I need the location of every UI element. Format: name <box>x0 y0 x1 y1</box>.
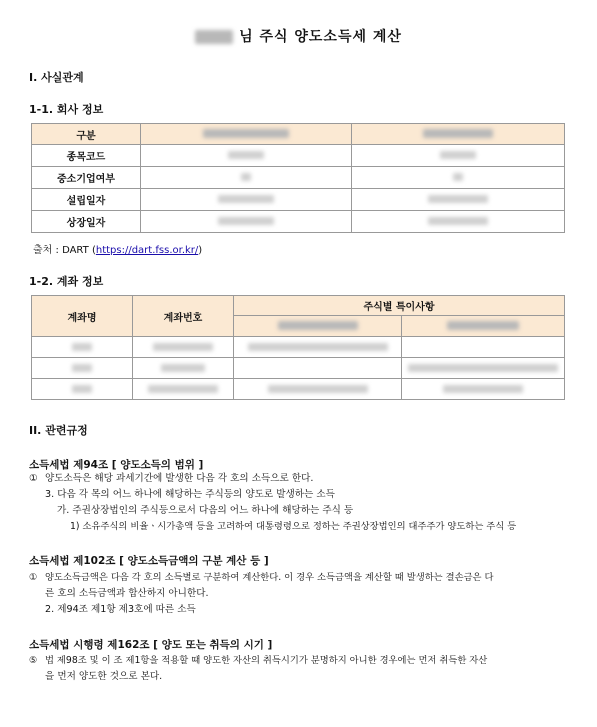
redacted-cell <box>352 167 565 189</box>
redacted-cell <box>352 211 565 233</box>
redacted-cell <box>141 167 352 189</box>
header-company-b <box>352 124 565 145</box>
header-category: 구분 <box>32 124 141 145</box>
law-162-line: 을 먼저 양도한 것으로 본다. <box>45 671 163 682</box>
row-label: 종목코드 <box>32 145 141 167</box>
law-162-title: 소득세법 시행령 제162조 [ 양도 또는 취득의 시기 ] <box>29 639 273 651</box>
redacted-cell <box>141 145 352 167</box>
empty-cell <box>402 337 565 358</box>
section-2-heading: II. 관련규정 <box>29 424 88 437</box>
page-title: 님 주식 양도소득세 계산 <box>0 26 597 46</box>
company-info-table <box>31 123 565 233</box>
law-102-title: 소득세법 제102조 [ 양도소득금액의 구분 계산 등 ] <box>29 555 269 567</box>
redacted-cell <box>234 379 402 400</box>
redacted-cell <box>352 145 565 167</box>
source-note: 출처 : DART (https://dart.fss.or.kr/) <box>33 245 203 256</box>
redacted-cell <box>402 379 565 400</box>
law-94-title: 소득세법 제94조 [ 양도소득의 범위 ] <box>29 459 204 471</box>
header-account-name: 계좌명 <box>32 296 133 337</box>
redacted-cell <box>141 211 352 233</box>
law-102-line: 른 호의 소득금액과 합산하지 아니한다. <box>45 588 209 599</box>
company-info-heading: 1-1. 회사 정보 <box>29 103 104 116</box>
header-stock-a <box>234 316 402 337</box>
row-label: 설립일자 <box>32 189 141 211</box>
law-102-line: 2. 제94조 제1항 제3호에 따른 소득 <box>45 604 196 615</box>
account-info-table <box>31 295 565 400</box>
dart-link[interactable]: https://dart.fss.or.kr/ <box>95 245 199 256</box>
header-stock-b <box>402 316 565 337</box>
redacted-cell <box>32 358 133 379</box>
law-94-line: 1) 소유주식의 비율ㆍ시가총액 등을 고려하여 대통령령으로 정하는 주권상장법인의 대주주가 양도하는 주식 등 <box>70 521 517 532</box>
redacted-cell <box>32 337 133 358</box>
redacted-cell <box>352 189 565 211</box>
empty-cell <box>234 358 402 379</box>
redacted-cell <box>133 337 234 358</box>
law-94-line: ① 양도소득은 해당 과세기간에 발생한 다음 각 호의 소득으로 한다. <box>29 473 314 484</box>
redacted-cell <box>32 379 133 400</box>
row-label: 상장일자 <box>32 211 141 233</box>
redacted-cell <box>133 358 234 379</box>
header-special-notes: 주식별 특이사항 <box>234 296 565 316</box>
redacted-name <box>195 30 233 44</box>
redacted-cell <box>402 358 565 379</box>
law-162-line: ⑤ 법 제98조 및 이 조 제1항을 적용할 때 양도한 자산의 취득시기가 분명하지 아니한 경우에는 먼저 취득한 자산 <box>29 655 488 666</box>
law-94-line: 3. 다음 각 목의 어느 하나에 해당하는 주식등의 양도로 발생하는 소득 <box>45 489 335 500</box>
redacted-cell <box>234 337 402 358</box>
header-account-number: 계좌번호 <box>133 296 234 337</box>
header-company-a <box>141 124 352 145</box>
redacted-cell <box>141 189 352 211</box>
law-94-line: 가. 주권상장법인의 주식등으로서 다음의 어느 하나에 해당하는 주식 등 <box>57 505 354 516</box>
row-label: 중소기업여부 <box>32 167 141 189</box>
section-1-heading: I. 사실관계 <box>29 71 84 84</box>
redacted-cell <box>133 379 234 400</box>
account-info-heading: 1-2. 계좌 정보 <box>29 275 104 288</box>
law-102-line: ① 양도소득금액은 다음 각 호의 소득별로 구분하여 계산한다. 이 경우 소득금액을 계산할 때 발생하는 결손금은 다 <box>29 572 494 583</box>
